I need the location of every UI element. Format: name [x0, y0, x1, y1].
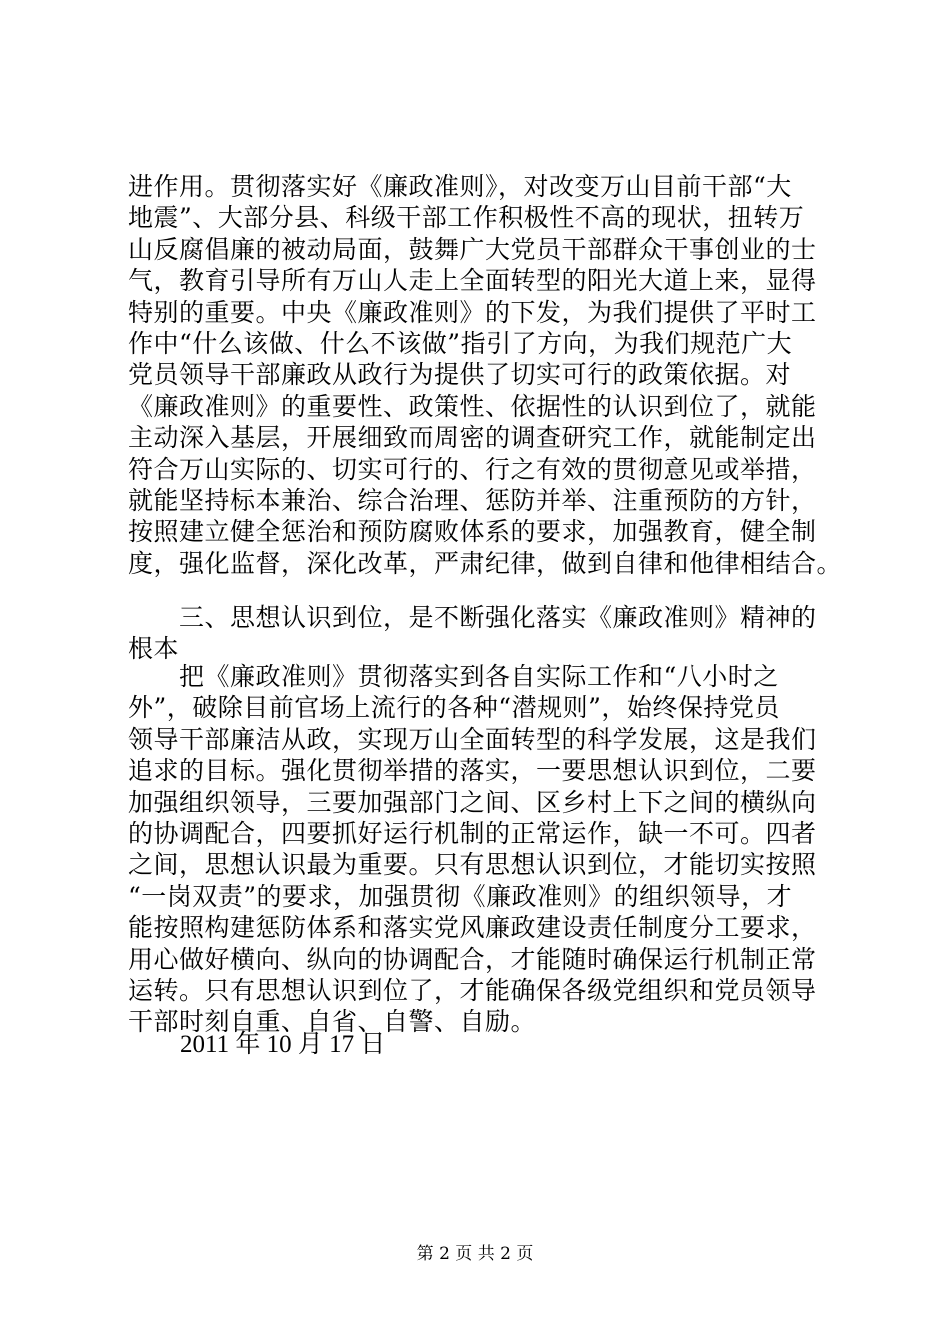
paragraph-1-line: 作中“什么该做、什么不该做”指引了方向，为我们规范广大: [128, 329, 793, 358]
section-heading-3-line: 根本: [128, 634, 180, 663]
paragraph-3-line: “一岗双责”的要求，加强贯彻《廉政准则》的组织领导，才: [128, 881, 793, 911]
paragraph-3-line: 外”，破除目前官场上流行的各种“潜规则”，始终保持党员: [128, 693, 780, 723]
paragraph-1-line: 气，教育引导所有万山人走上全面转型的阳光大道上来，显得: [128, 266, 817, 296]
paragraph-3-line: 干部时刻自重、自省、自警、自励。: [128, 1007, 537, 1037]
paragraph-1-line: 主动深入基层，开展细致而周密的调查研究工作，就能制定出: [128, 423, 817, 453]
paragraph-1-line: 进作用。贯彻落实好《廉政准则》，对改变万山目前干部“大: [128, 172, 792, 201]
paragraph-1-line: 就能坚持标本兼治、综合治理、惩防并举、注重预防的方针，: [128, 486, 817, 515]
paragraph-1-line: 地震”、大部分县、科级干部工作积极性不高的现状，扭转万: [128, 203, 805, 233]
paragraph-1-line: 度，强化监督，深化改革，严肃纪律，做到自律和他律相结合。: [128, 548, 843, 578]
paragraph-3-line: 运转。只有思想认识到位了，才能确保各级党组织和党员领导: [128, 976, 817, 1005]
paragraph-1-line: 党员领导干部廉政从政行为提供了切实可行的政策依据。对: [128, 360, 792, 390]
paragraph-3-line: 把《廉政准则》贯彻落实到各自实际工作和“八小时之: [128, 662, 779, 691]
page-footer: 第 2 页 共 2 页: [416, 1244, 534, 1264]
section-heading-3-line: 三、思想认识到位，是不断强化落实《廉政准则》精神的: [128, 603, 817, 632]
paragraph-3-line: 加强组织领导，三要加强部门之间、区乡村上下之间的横纵向: [128, 787, 817, 817]
paragraph-3-line: 领导干部廉洁从政，实现万山全面转型的科学发展，这是我们: [128, 724, 817, 754]
paragraph-3-line: 的协调配合，四要抓好运行机制的正常运作，缺一不可。四者: [128, 819, 817, 848]
paragraph-1-line: 特别的重要。中央《廉政准则》的下发，为我们提供了平时工: [128, 297, 817, 327]
paragraph-1-line: 山反腐倡廉的被动局面，鼓舞广大党员干部群众干事创业的士: [128, 234, 817, 264]
document-date: 2011 年 10 月 17 日: [180, 1031, 386, 1058]
paragraph-3-line: 之间，思想认识最为重要。只有思想认识到位，才能切实按照: [128, 850, 817, 880]
paragraph-1-line: 符合万山实际的、切实可行的、行之有效的贯彻意见或举措，: [128, 454, 817, 484]
paragraph-3-line: 能按照构建惩防体系和落实党风廉政建设责任制度分工要求，: [128, 913, 817, 943]
paragraph-3-line: 追求的目标。强化贯彻举措的落实，一要思想认识到位，二要: [128, 756, 817, 786]
paragraph-1-line: 按照建立健全惩治和预防腐败体系的要求，加强教育，健全制: [128, 517, 817, 547]
paragraph-1-line: 《廉政准则》的重要性、政策性、依据性的认识到位了，就能: [128, 391, 817, 421]
paragraph-3-line: 用心做好横向、纵向的协调配合，才能随时确保运行机制正常: [128, 944, 817, 974]
